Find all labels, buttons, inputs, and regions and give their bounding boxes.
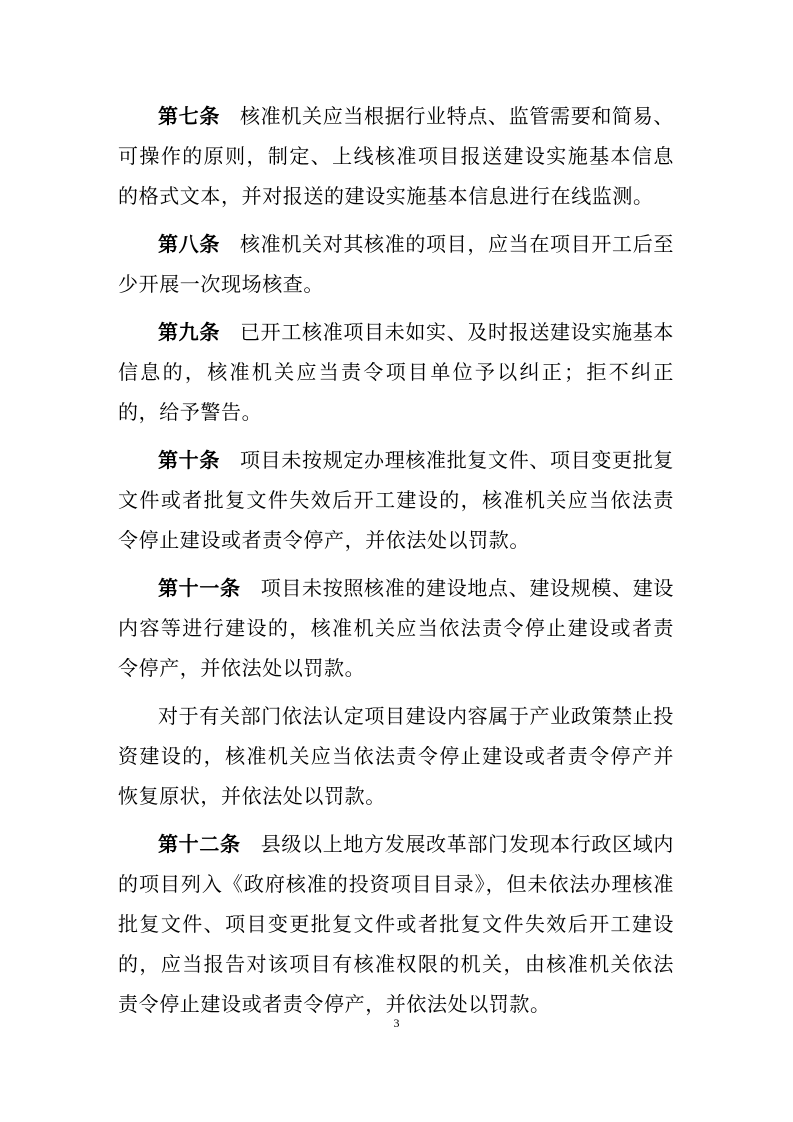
article-8 — [118, 224, 674, 304]
article-text: 项目未按照核准的建设地点、建设规模、建设内容等进行建设的，核准机关应当依法责令停止建设或者责令停产，并依法处以罚款。 — [118, 576, 675, 680]
article-text: 对于有关部门依法认定项目建设内容属于产业政策禁止投资建设的，核准机关应当依法责令停止建设或者责令停产并恢复原状，并依法处以罚款。 — [118, 704, 674, 808]
article-heading: 第十二条 — [158, 832, 241, 856]
article-heading: 第九条 — [158, 320, 221, 344]
page-number: 3 — [393, 1016, 400, 1030]
document-body — [118, 96, 674, 1032]
article-10 — [118, 440, 674, 560]
article-text: 核准机关对其核准的项目，应当在项目开工后至少开展一次现场核查。 — [118, 232, 674, 296]
article-text: 县级以上地方发展改革部门发现本行政区域内的项目列入《政府核准的投资项目目录》，但未依法办理核准批复文件、项目变更批复文件或者批复文件失效后开工建设的，应当报告对该项目有核准权限的机关，由核准机关依法责令停止建设或者责令停产，并依法处以罚款。 — [118, 832, 675, 1016]
article-heading: 第八条 — [158, 232, 221, 256]
article-text: 项目未按规定办理核准批复文件、项目变更批复文件或者批复文件失效后开工建设的，核准机关应当依法责令停止建设或者责令停产，并依法处以罚款。 — [118, 448, 674, 552]
article-11-paragraph-2 — [118, 696, 674, 816]
article-heading: 第七条 — [158, 104, 221, 128]
article-heading: 第十条 — [158, 448, 221, 472]
article-text: 核准机关应当根据行业特点、监管需要和简易、可操作的原则，制定、上线核准项目报送建设实施基本信息的格式文本，并对报送的建设实施基本信息进行在线监测。 — [118, 104, 674, 208]
article-9 — [118, 312, 674, 432]
article-12 — [118, 824, 674, 1024]
article-11 — [118, 568, 674, 688]
article-heading: 第十一条 — [158, 576, 241, 600]
article-text: 已开工核准项目未如实、及时报送建设实施基本信息的，核准机关应当责令项目单位予以纠正；拒不纠正的，给予警告。 — [118, 320, 674, 424]
article-7 — [118, 96, 674, 216]
